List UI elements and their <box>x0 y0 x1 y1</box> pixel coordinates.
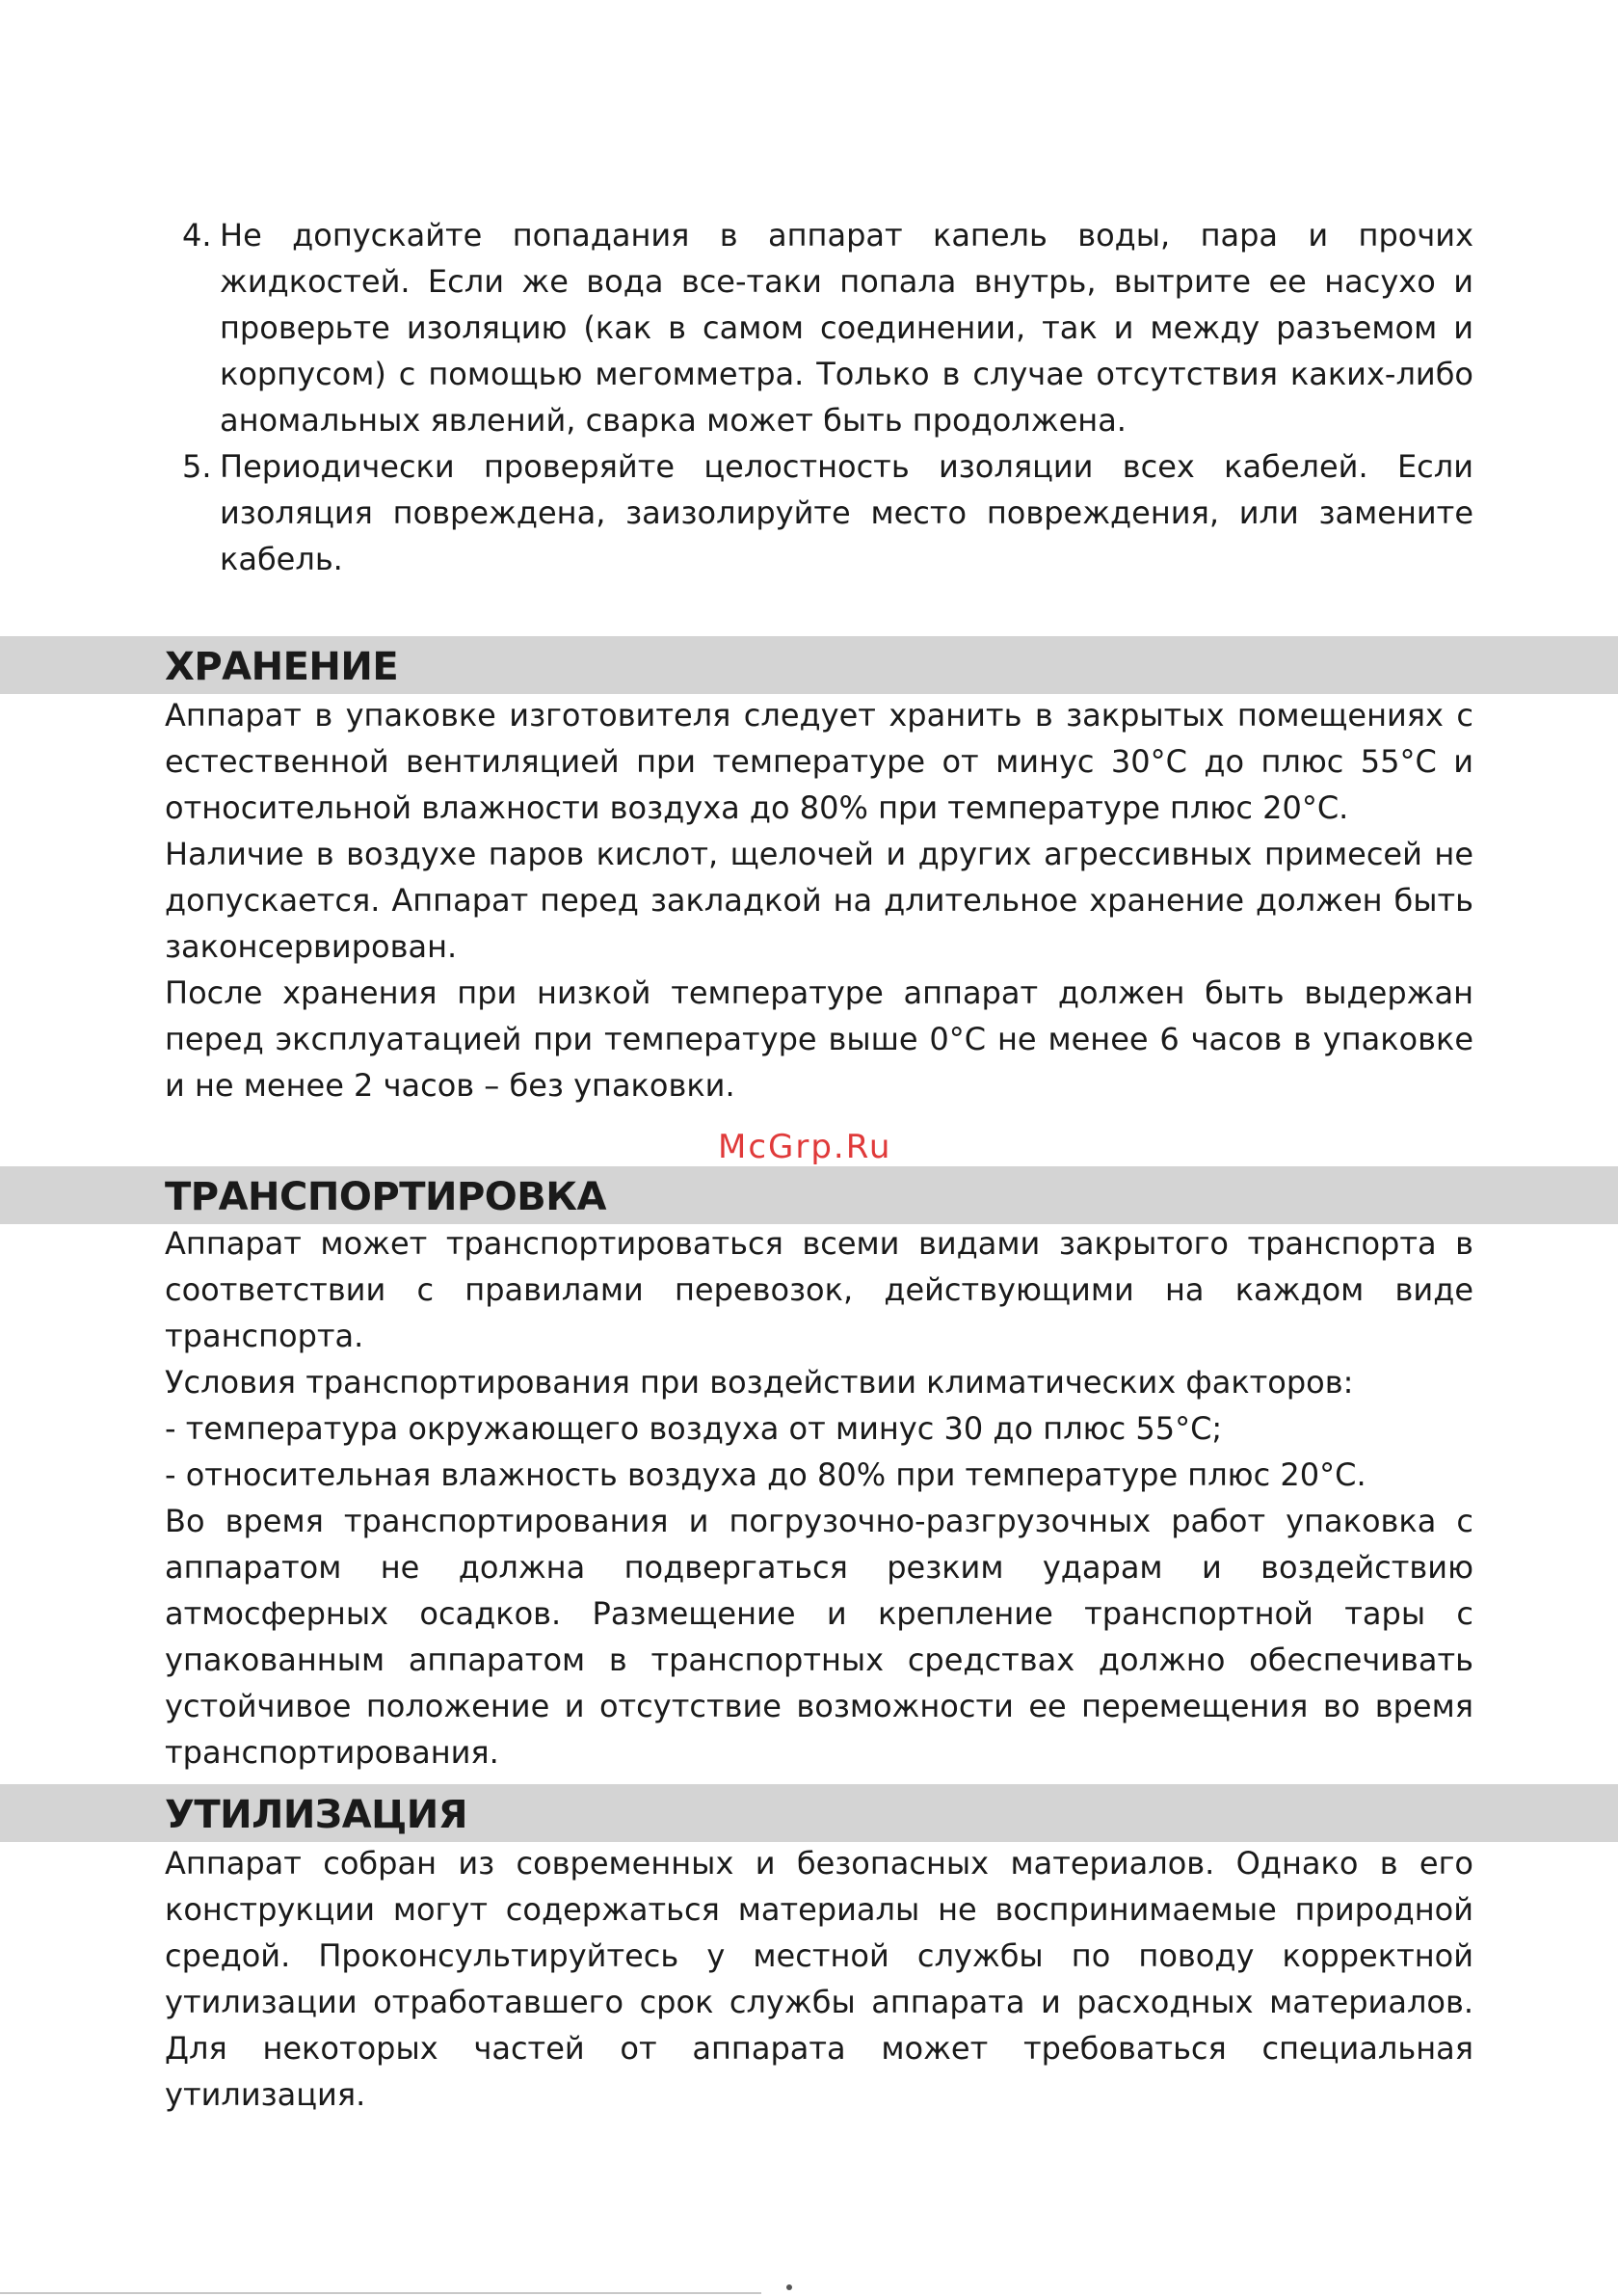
footer-mark <box>786 2284 792 2290</box>
list-item-text: Не допускайте попадания в аппарат капель воды, пара и прочих жидкостей. Если же вода все-таки попала внутрь, вытрите ее насухо и проверьте изоляцию (как в самом соединении, так и между разъемом и корпусом) с помощью мегомметра. Только в случае отсутствия каких-либо аномальных явлений, сварка может быть продолжена. <box>220 217 1473 439</box>
maintenance-list <box>182 212 1473 582</box>
transport-body <box>165 1220 1473 1775</box>
list-item <box>182 443 1473 582</box>
disposal-body <box>165 1840 1473 2118</box>
list-item <box>182 212 1473 443</box>
list-item-text: Периодически проверяйте целостность изоляции всех кабелей. Если изоляция повреждена, заизолируйте место повреждения, или замените кабель. <box>220 448 1473 577</box>
storage-body <box>165 692 1473 1108</box>
list-item-number: 4. <box>182 217 212 254</box>
disposal-heading: УТИЛИЗАЦИЯ <box>165 1793 468 1837</box>
disposal-paragraph: Аппарат собран из современных и безопасных материалов. Однако в его конструкции могут содержаться материалы не воспринимаемые природной средой. Проконсультируйтесь у местной службы по поводу корректной утилизации отработавшего срок службы аппарата и расходных материалов. Для некоторых частей от аппарата может требоваться специальная утилизация. <box>165 1845 1473 2113</box>
list-item-number: 5. <box>182 448 212 485</box>
storage-paragraph: Наличие в воздухе паров кислот, щелочей и других агрессивных примесей не допускается. Аппарат перед закладкой на длительное хранение должен быть законсервирован. <box>165 836 1473 965</box>
storage-heading: ХРАНЕНИЕ <box>165 645 399 689</box>
watermark: McGrp.Ru <box>718 1128 892 1166</box>
footer-rule <box>0 2292 761 2294</box>
storage-paragraph: После хранения при низкой температуре аппарат должен быть выдержан перед эксплуатацией при температуре выше 0°С не менее 6 часов в упаковке и не менее 2 часов – без упаковки. <box>165 974 1473 1104</box>
transport-condition: - относительная влажность воздуха до 80% при температуре плюс 20°С. <box>165 1456 1366 1493</box>
transport-paragraph: Аппарат может транспортироваться всеми видами закрытого транспорта в соответствии с правилами перевозок, действующими на каждом виде транспорта. <box>165 1225 1473 1354</box>
storage-paragraph: Аппарат в упаковке изготовителя следует хранить в закрытых помещениях с естественной вентиляцией при температуре от минус 30°С до плюс 55°С и относительной влажности воздуха до 80% при температуре плюс 20°С. <box>165 697 1473 826</box>
transport-heading: ТРАНСПОРТИРОВКА <box>165 1175 606 1219</box>
transport-paragraph: Во время транспортирования и погрузочно-разгрузочных работ упаковка с аппаратом не должна подвергаться резким ударам и воздействию атмосферных осадков. Размещение и крепление транспортной тары с упакованным аппаратом в транспортных средствах должно обеспечивать устойчивое положение и отсутствие возможности ее перемещения во время транспортирования. <box>165 1503 1473 1771</box>
transport-paragraph: Условия транспортирования при воздействии климатических факторов: <box>165 1364 1354 1401</box>
transport-condition: - температура окружающего воздуха от минус 30 до плюс 55°С; <box>165 1410 1223 1447</box>
